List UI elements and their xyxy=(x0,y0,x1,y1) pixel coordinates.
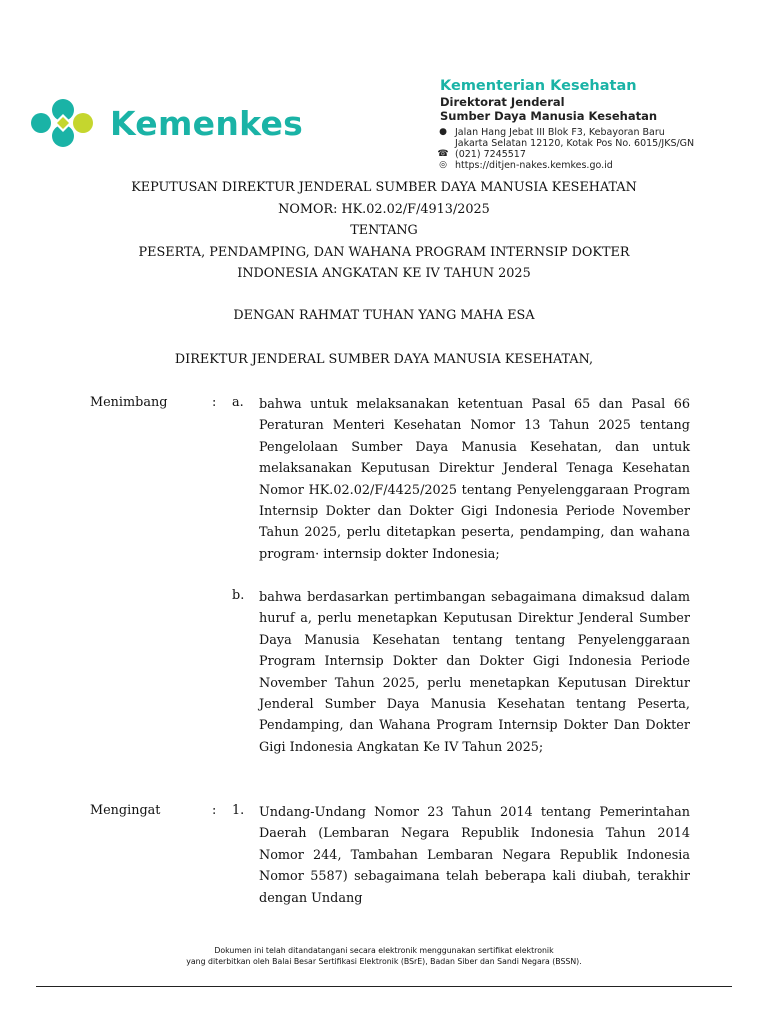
item-text: bahwa berdasarkan pertimbangan sebagaimana dimaksud dalam huruf a, perlu menetapkan Keputusan Direktur Jenderal Sumber Daya Manusia Kesehatan tentang tentang Penyelenggaraan Program Internsip Dokter dan Dokter Gigi Indonesia Periode November Tahun 2025, perlu menetapkan Keputusan Direktur Jenderal Sumber Daya Manusia Kesehatan tentang Peserta, Pendamping, dan Wahana Program Internsip Dokter Dan Dokter Gigi Indonesia Angkatan Ke IV Tahun 2025; xyxy=(259,590,690,755)
logo-wordmark: Kemenkes xyxy=(110,103,304,143)
kemenkes-emblem-icon xyxy=(28,97,96,149)
decree-title xyxy=(0,177,768,285)
decree-subject-line-1: PESERTA, PENDAMPING, DAN WAHANA PROGRAM INTERNSIP DOKTER xyxy=(138,244,630,260)
item-text: Undang-Undang Nomor 23 Tahun 2014 tentang Pemerintahan Daerah (Lembaran Negara Republik Indonesia Tahun 2014 Nomor 244, Tambahan Lembaran Negara Republik Indonesia Nomor 5587) sebagaimana telah beberapa kali diubah, terakhir dengan Undang xyxy=(259,805,690,906)
phone-icon: ☎ xyxy=(437,149,449,159)
item-marker: a. xyxy=(232,395,244,410)
decree-number: NOMOR: HK.02.02/F/4913/2025 xyxy=(278,201,490,217)
menimbang-colon: : xyxy=(212,395,217,410)
item-marker: b. xyxy=(232,588,245,603)
mengingat-colon: : xyxy=(212,803,217,818)
footer-divider xyxy=(36,986,732,987)
item-text: bahwa untuk melaksanakan ketentuan Pasal 65 dan Pasal 66 Peraturan Menteri Kesehatan Nomor 13 Tahun 2025 tentang Pengelolaan Sumber Daya Manusia Kesehatan, dan untuk melaksanakan Keputusan Direktur Jenderal Tenaga Kesehatan Nomor HK.02.02/F/4425/2025 tentang Penyelenggaraan Program Internsip Dokter dan Dokter Gigi Indonesia Periode November Tahun 2025, perlu ditetapkan peserta, pendamping, dan wahana program· internsip dokter Indonesia; xyxy=(259,397,690,562)
directorate-name: Direktorat Jenderal xyxy=(440,95,565,109)
address-line-2: Jakarta Selatan 12120, Kotak Pos No. 6015/JKS/GN xyxy=(455,138,695,149)
decree-subject-line-2: INDONESIA ANGKATAN KE IV TAHUN 2025 xyxy=(237,266,531,281)
menimbang-label: Menimbang xyxy=(90,395,168,410)
location-pin-icon: ● xyxy=(439,127,447,137)
globe-icon: ◎ xyxy=(439,160,447,170)
website-link[interactable]: https://ditjen-nakes.kemkes.go.id xyxy=(455,160,613,171)
address-row xyxy=(436,127,694,149)
blessing-line: DENGAN RAHMAT TUHAN YANG MAHA ESA xyxy=(233,308,535,323)
e-signature-line-1: Dokumen ini telah ditandatangani secara elektronik menggunakan sertifikat elektronik xyxy=(214,946,554,955)
kemenkes-logo xyxy=(28,97,303,149)
e-signature-notice xyxy=(0,945,768,967)
item-marker: 1. xyxy=(232,803,245,818)
ministry-name: Kementerian Kesehatan xyxy=(440,78,637,94)
authority-line: DIREKTUR JENDERAL SUMBER DAYA MANUSIA KESEHATAN, xyxy=(174,352,594,367)
phone-number: (021) 7245517 xyxy=(455,149,526,160)
directorate-unit: Sumber Daya Manusia Kesehatan xyxy=(440,109,658,123)
decree-about: TENTANG xyxy=(350,223,418,238)
letterhead-org xyxy=(437,78,695,171)
e-signature-line-2: yang diterbitkan oleh Balai Besar Sertifikasi Elektronik (BSrE), Badan Siber dan Sandi Negara (BSSN). xyxy=(186,957,582,966)
phone-row xyxy=(436,149,694,160)
address-line-1: Jalan Hang Jebat III Blok F3, Kebayoran Baru xyxy=(455,127,665,138)
website-row xyxy=(436,160,694,171)
decree-title-line-1: KEPUTUSAN DIREKTUR JENDERAL SUMBER DAYA MANUSIA KESEHATAN xyxy=(131,180,637,195)
contact-block xyxy=(436,127,694,171)
mengingat-label: Mengingat xyxy=(90,803,161,818)
